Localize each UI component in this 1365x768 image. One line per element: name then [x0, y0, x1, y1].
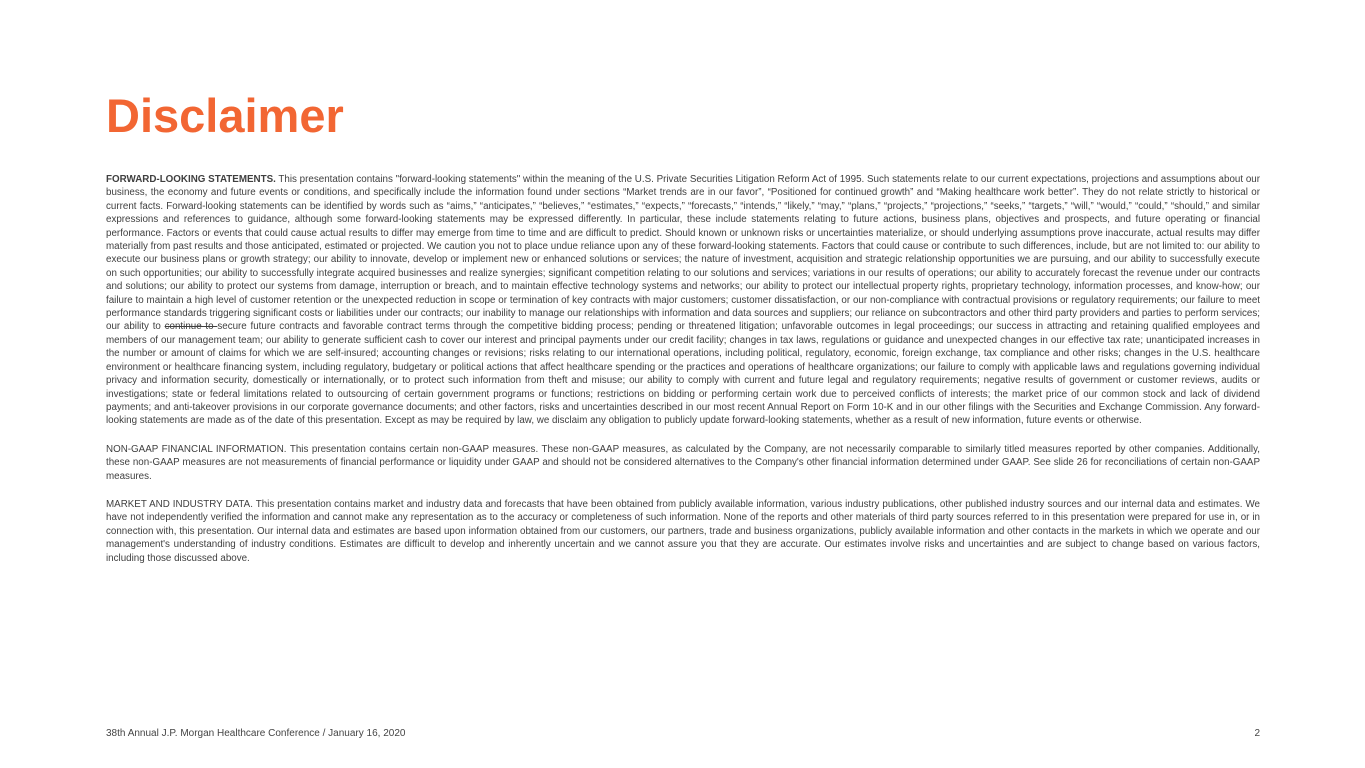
market-data-paragraph: MARKET AND INDUSTRY DATA. This presentation contains market and industry data and forecasts that have been obtained from publicly available information, various industry publications, other published industry sources and our internal data and estimates. We have not independently verified the information and cannot make any representation as to the accuracy or completeness of such information. None of the reports and other materials of third party sources referred to in this presentation were prepared for use in, or in connection with, this presentation. Our internal data and estimates are based upon information obtained from our customers, our partners, trade and business organizations, publicly available information and other contacts in the markets in which we operate and our management's understanding of industry conditions. Estimates are difficult to develop and inherently uncertain and we cannot assure you that they are accurate. Our estimates involve risks and uncertainties and are subject to change based on various factors, including those discussed above. [106, 498, 1260, 564]
disclaimer-body [106, 173, 1260, 580]
page-number: 2 [1254, 728, 1260, 739]
forward-looking-text-part2: secure future contracts and favorable contract terms through the competitive bidding process; pending or threatened litigation; unfavorable outcomes in legal proceedings; our success in attracting and retaining qualified employees and members of our management team; our ability to generate sufficient cash to cover our interest and principal payments under our credit facility; changes in tax laws, regulations or guidance and unexpected changes in our effective tax rate; unanticipated increases in the number or amount of claims for which we are self-insured; accounting changes or revisions; risks relating to our international operations, including political, regulatory, economic, foreign exchange, tax compliance and other risks; changes in the U.S. healthcare environment or healthcare financing system, including regulatory, budgetary or political actions that affect healthcare spending or the practices and operations of healthcare organizations; our failure to comply with applicable laws and regulations governing individual privacy and information security, domestically or internationally, or to protect such information from theft and misuse; our ability to comply with current and future legal and regulatory requirements; negative results of government or customer reviews, audits or investigations; state or federal limitations related to outsourcing of certain government programs or functions; restrictions on bidding or performing certain work due to perceived conflicts of interests; the market price of our common stock and lack of dividend payments; and anti-takeover provisions in our corporate governance documents; and other factors, risks and uncertainties described in our most recent Annual Report on Form 10-K and in our other filings with the Securities and Exchange Commission. Any forward-looking statements are made as of the date of this presentation. Except as may be required by law, we disclaim any obligation to publicly update forward-looking statements, whether as a result of new information, future events or otherwise. [106, 321, 1261, 427]
slide-title: Disclaimer [106, 89, 344, 142]
footer-text: 38th Annual J.P. Morgan Healthcare Conference / January 16, 2020 [106, 728, 406, 739]
forward-looking-text-part1: This presentation contains "forward-looking statements" within the meaning of the U.S. Private Securities Litigation Reform Act of 1995. Such statements relate to our current expectations, projections and assumptions about our business, the economy and future events or conditions, and specifically include the information found under sections “Market trends are in our favor”, “Positioned for continued growth” and “Making healthcare work better”. They do not relate strictly to historical or current facts. Forward-looking statements can be identified by words such as “aims,” “anticipates,” “believes,” “estimates,” “expects,” “forecasts,” “intends,” “likely,” “may,” “plans,” “projects,” “projections,” “seeks,” “targets,” “will,” “would,” “could,” “should,” and similar expressions and references to guidance, although some forward-looking statements may be expressed differently. In particular, these include statements relating to future actions, business plans, objectives and prospects, and future operating or financial performance. Factors or events that could cause actual results to differ may emerge from time to time and are difficult to predict. Should known or unknown risks or uncertainties materialize, or should underlying assumptions prove inaccurate, actual results may differ materially from past results and those anticipated, estimated or projected. We caution you not to place undue reliance upon any of these forward-looking statements. Factors that could cause or contribute to such differences, include, but are not limited to: our ability to execute our business plans or growth strategy; our ability to innovate, develop or implement new or enhanced solutions or services; the nature of investment, acquisition and strategic relationship opportunities we are pursuing, and our ability to successfully execute on such opportunities; our ability to successfully integrate acquired businesses and realize synergies; significant competition relating to our solutions and services; variations in our results of operations; our ability to accurately forecast the revenue under our contracts and solutions; our ability to protect our systems from damage, interruption or breach, and to maintain effective technology systems and networks; our ability to protect our intellectual property rights, proprietary technology, information processes, and know-how; our failure to maintain a high level of customer retention or the unexpected reduction in scope or termination of key contracts with major customers; customer dissatisfaction, or our non-compliance with contractual provisions or regulatory requirements; our failure to meet performance standards triggering significant costs or liabilities under our contracts; our inability to manage our relationships with information and data sources and suppliers; our reliance on subcontractors and other third party providers and parties to perform services; our ability to [106, 174, 1260, 333]
forward-looking-paragraph [106, 173, 1260, 428]
struck-text: continue to [164, 321, 218, 333]
non-gaap-paragraph: NON-GAAP FINANCIAL INFORMATION. This presentation contains certain non-GAAP measures. These non-GAAP measures, as calculated by the Company, are not necessarily comparable to similarly titled measures reported by other companies. Additionally, these non-GAAP measures are not measurements of financial performance or liquidity under GAAP and should not be considered alternatives to the Company's other financial information determined under GAAP. See slide 26 for reconciliations of certain non-GAAP measures. [106, 443, 1260, 482]
forward-looking-heading: FORWARD-LOOKING STATEMENTS. [106, 174, 276, 185]
